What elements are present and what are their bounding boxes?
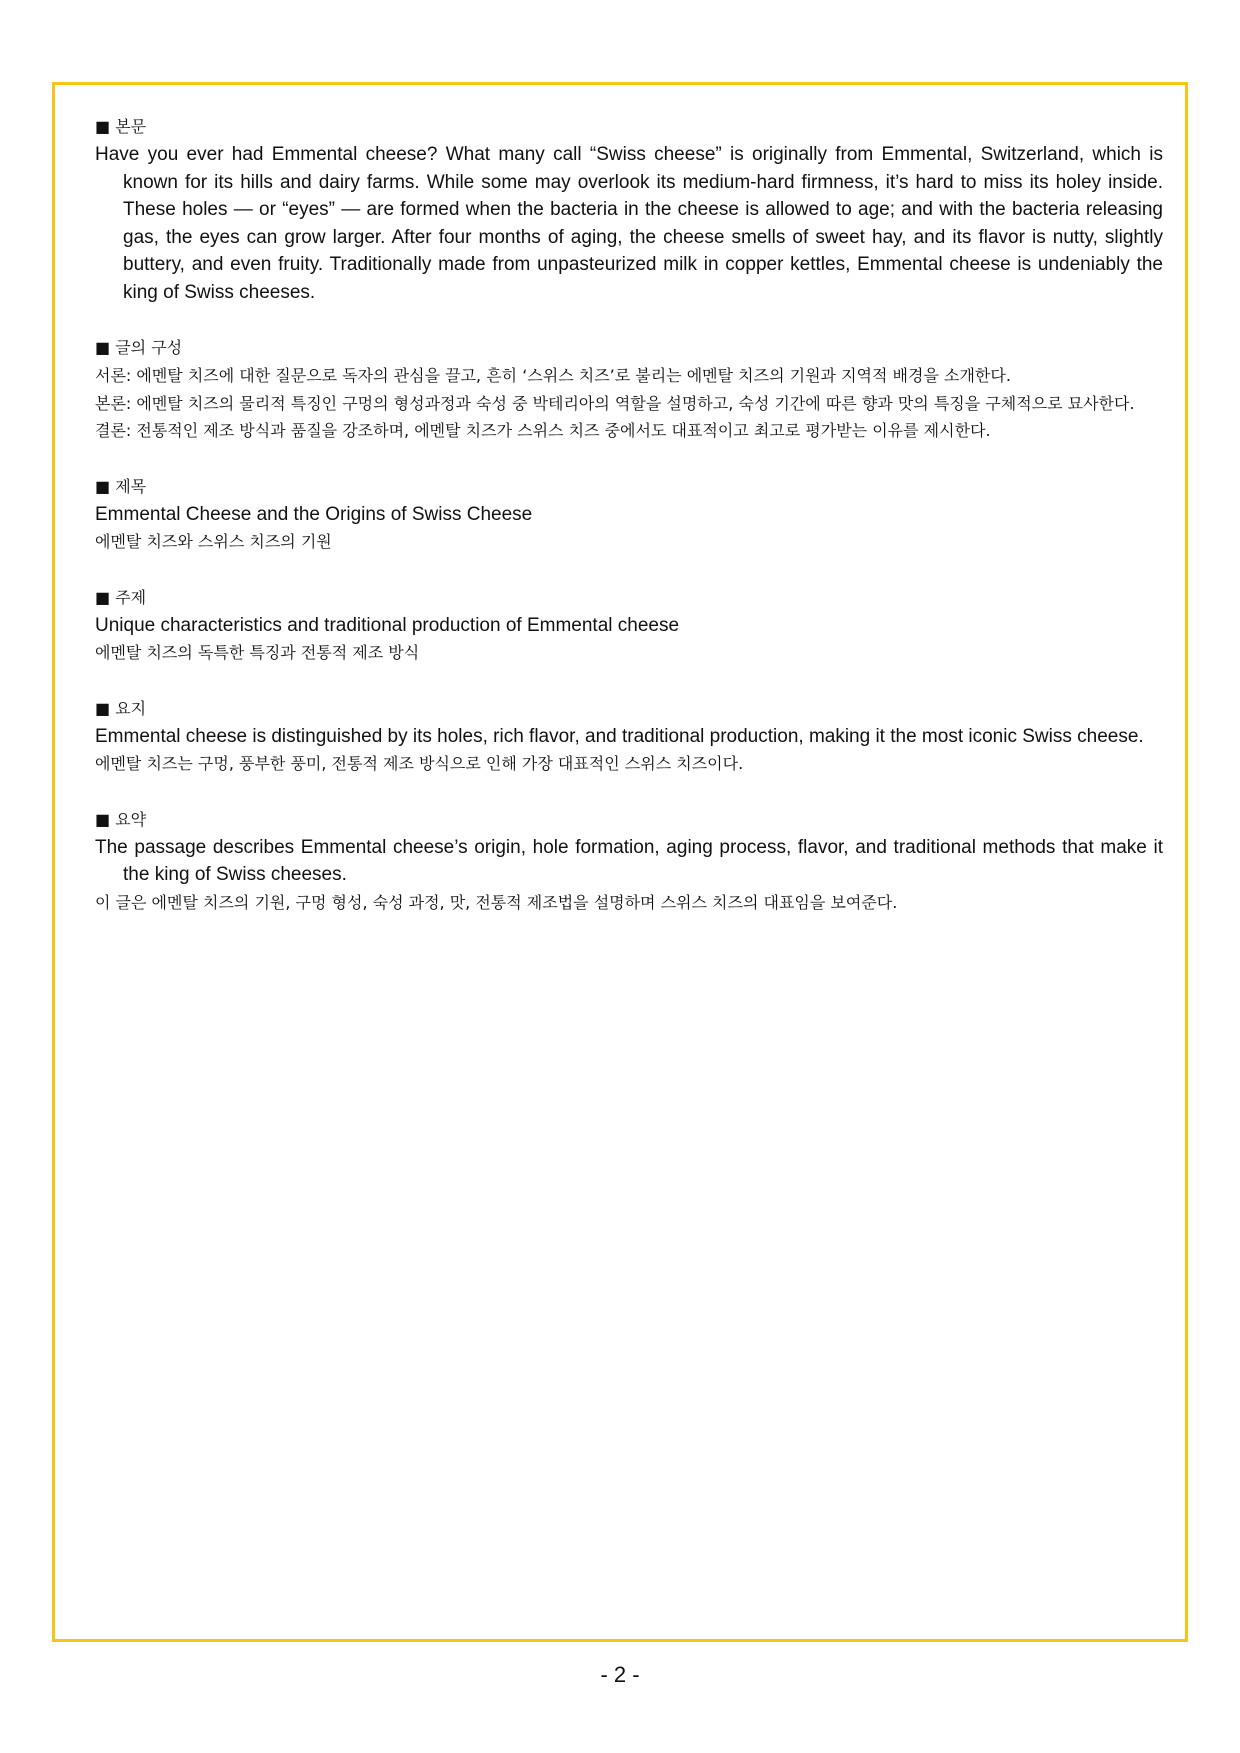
theme-en: Unique characteristics and traditional production of Emmental cheese — [95, 614, 680, 636]
summary-en: The passage describes Emmental cheese’s origin, hole formation, aging process, flavor, and traditional methods that make it the king of Swiss cheeses. — [95, 836, 1163, 885]
title-en: Emmental Cheese and the Origins of Swiss Cheese — [95, 503, 533, 525]
gist-en: Emmental cheese is distinguished by its holes, rich flavor, and traditional production, making it the most iconic Swiss cheese. — [95, 725, 1144, 747]
section-heading: ■ 주제 — [95, 587, 147, 607]
structure-intro: 서론: 에멘탈 치즈에 대한 질문으로 독자의 관심을 끌고, 흔히 ‘스위스 치즈’로 불리는 에멘탈 치즈의 기원과 지역적 배경을 소개한다. — [95, 366, 1011, 385]
section-theme — [95, 584, 1163, 667]
section-heading: ■ 본문 — [95, 117, 147, 136]
page-number: - 2 - — [600, 1662, 640, 1687]
theme-ko: 에멘탈 치즈의 독특한 특징과 전통적 제조 방식 — [95, 643, 420, 662]
section-heading: ■ 제목 — [95, 476, 147, 496]
section-gist — [95, 695, 1163, 778]
section-heading: ■ 요약 — [95, 809, 147, 829]
gist-ko: 에멘탈 치즈는 구멍, 풍부한 풍미, 전통적 제조 방식으로 인해 가장 대표적인 스위스 치즈이다. — [95, 754, 744, 773]
summary-ko: 이 글은 에멘탈 치즈의 기원, 구멍 형성, 숙성 과정, 맛, 전통적 제조법을 설명하며 스위스 치즈의 대표임을 보여준다. — [95, 892, 898, 912]
section-summary — [95, 806, 1163, 917]
title-ko: 에멘탈 치즈와 스위스 치즈의 기원 — [95, 532, 332, 551]
page-frame — [52, 82, 1188, 1642]
section-heading: ■ 요지 — [95, 698, 147, 718]
section-heading: ■ 글의 구성 — [95, 338, 183, 357]
section-structure — [95, 334, 1163, 445]
section-title — [95, 473, 1163, 556]
body-text: Have you ever had Emmental cheese? What many call “Swiss cheese” is originally from Emmental, Switzerland, which is known for its hills and dairy farms. While some may overlook its medium-hard firmness, it’s hard to miss its holey inside. These holes — or “eyes” — are formed when the bacteria in the cheese is allowed to age; and with the bacteria releasing gas, the eyes can grow larger. After four months of aging, the cheese smells of sweet hay, and its flavor is nutty, slightly buttery, and even fruity. Traditionally made from unpasteurized milk in copper kettles, Emmental cheese is undeniably the king of Swiss cheeses. — [95, 144, 1163, 303]
structure-main: 본론: 에멘탈 치즈의 물리적 특징인 구멍의 형성과정과 숙성 중 박테리아의 역할을 설명하고, 숙성 기간에 따른 향과 맛의 특징을 구체적으로 묘사한다. — [95, 393, 1135, 413]
section-body — [95, 113, 1163, 306]
content — [95, 113, 1163, 944]
structure-conclusion: 결론: 전통적인 제조 방식과 품질을 강조하며, 에멘탈 치즈가 스위스 치즈 중에서도 대표적이고 최고로 평가받는 이유를 제시한다. — [95, 421, 991, 440]
